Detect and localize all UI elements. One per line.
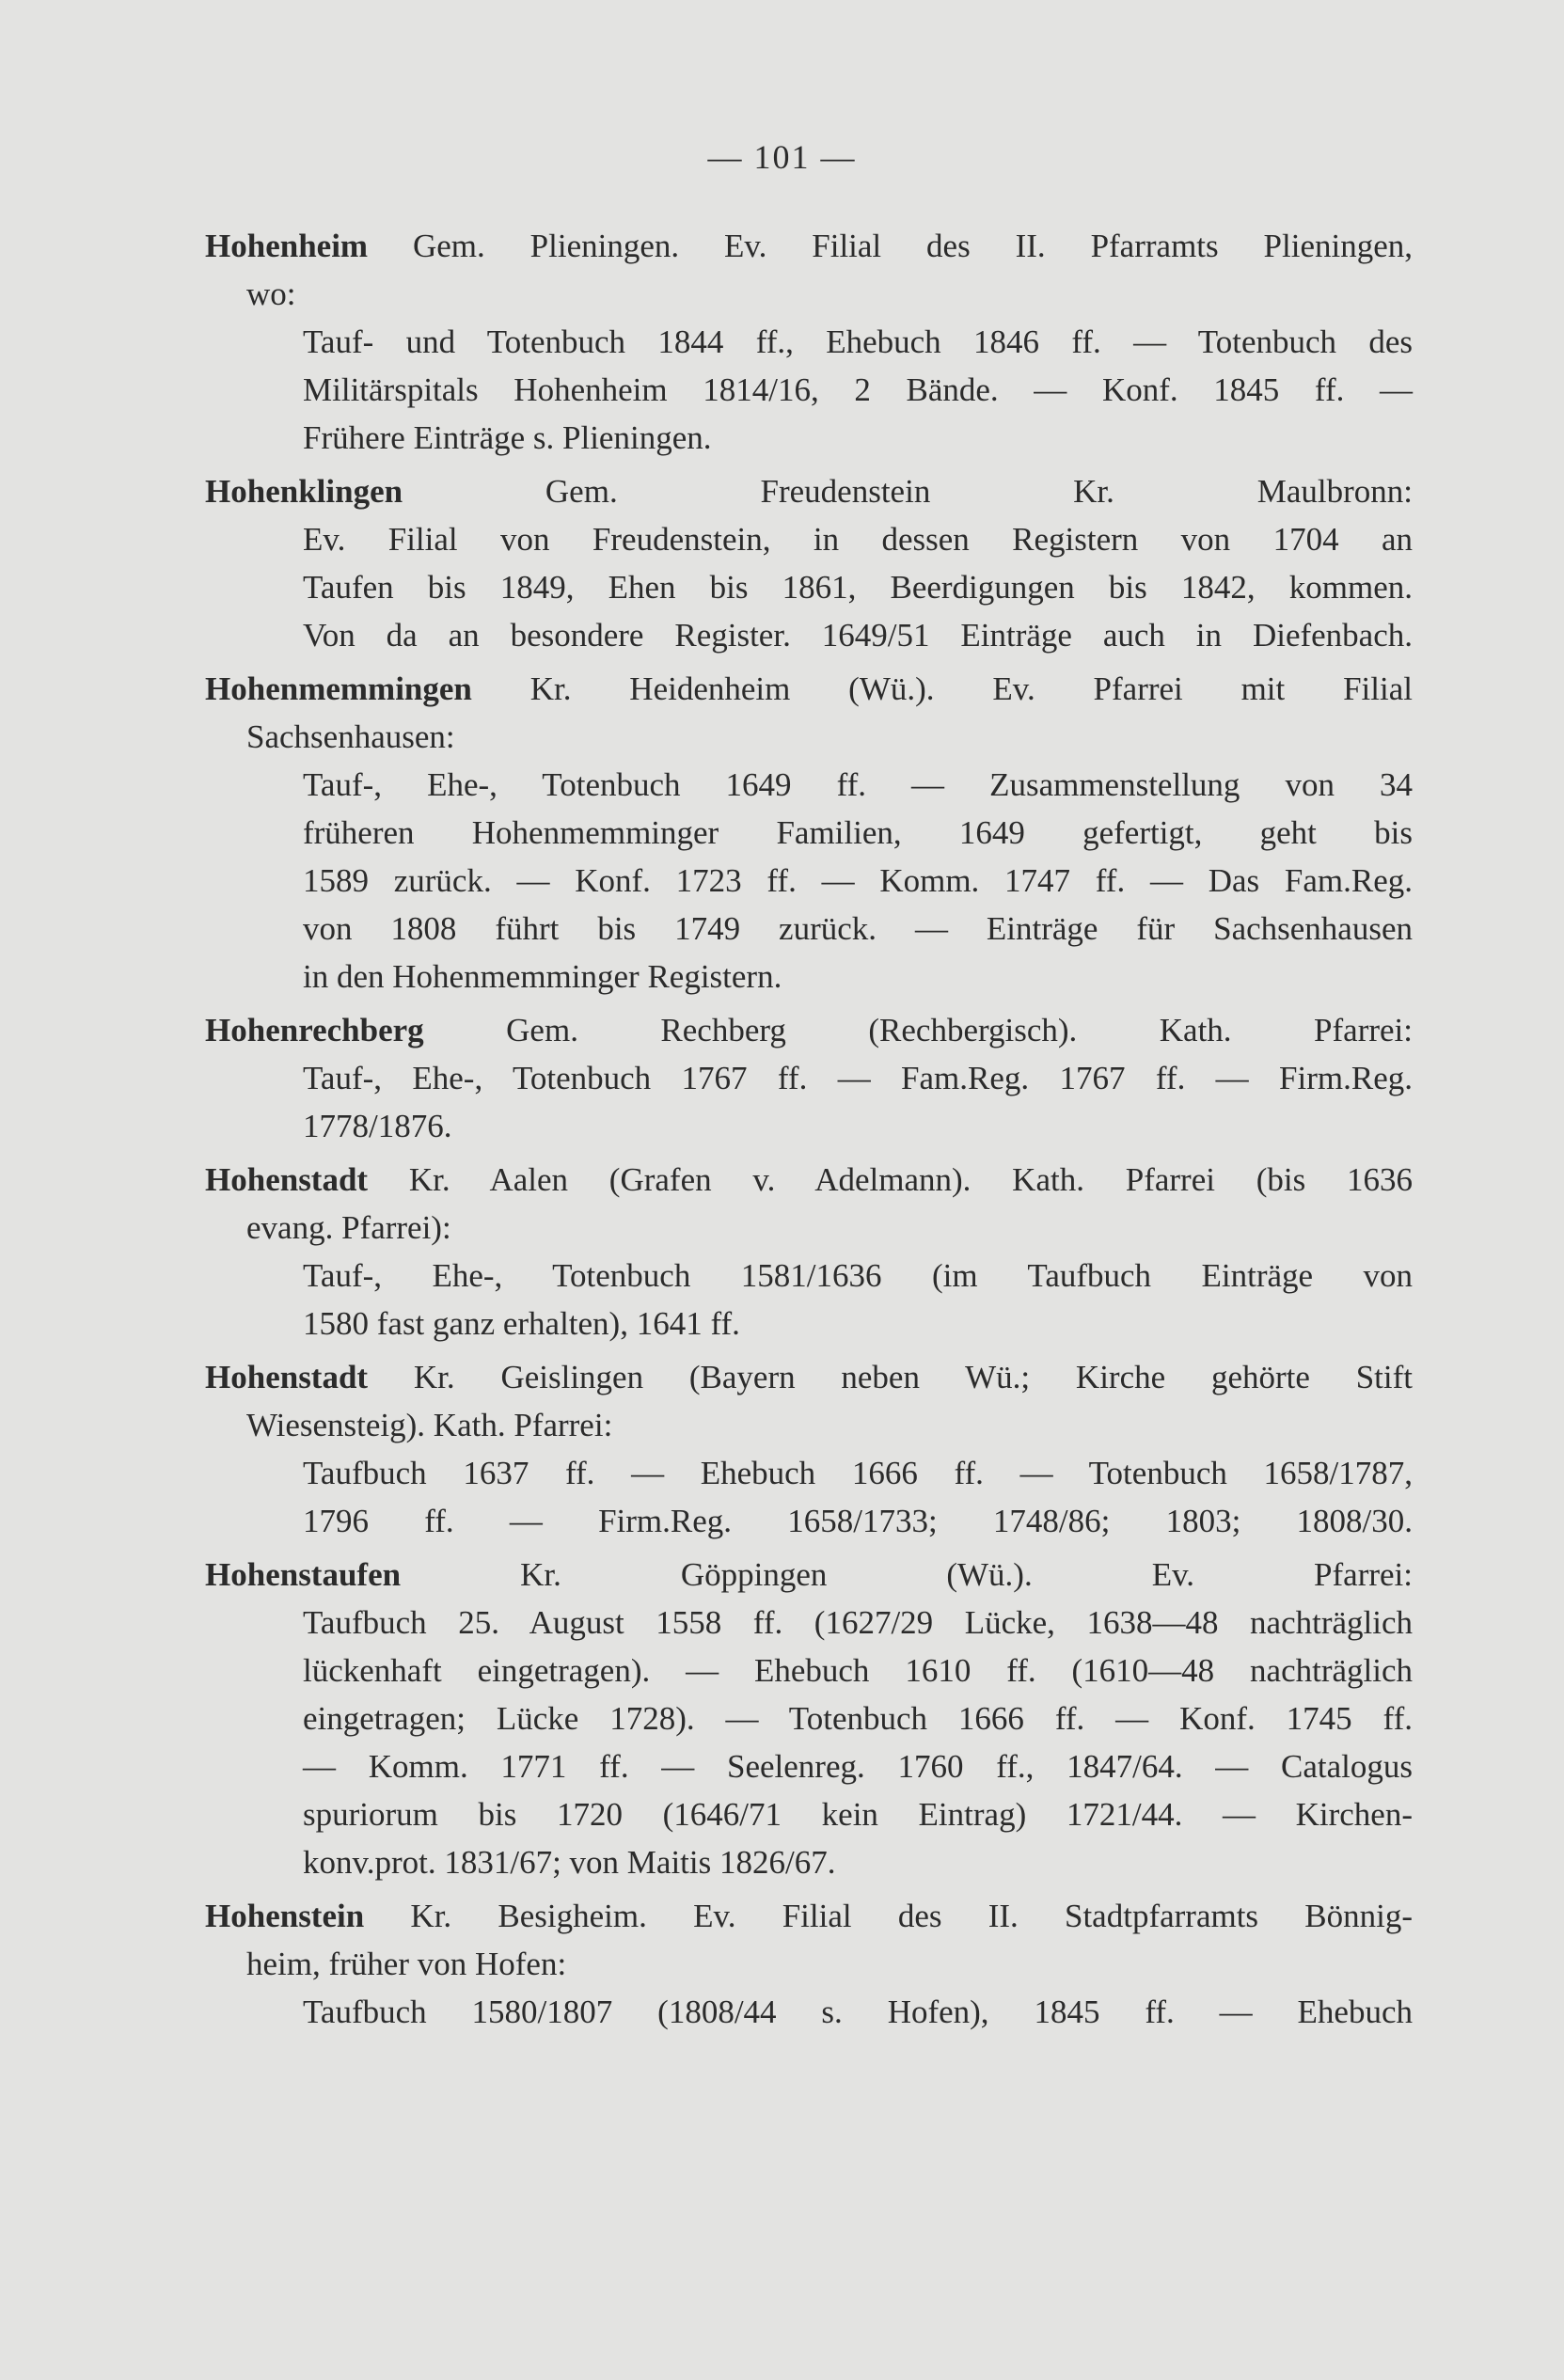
entry-body-line: Taufbuch 1637 ff. — Ehebuch 1666 ff. — Totenbuch 1658/1787, bbox=[303, 1455, 1413, 1491]
entry-body-line: Taufbuch 25. August 1558 ff. (1627/29 Lücke, 1638—48 nachträglich bbox=[303, 1604, 1413, 1641]
entry-body-line: Tauf-, Ehe-, Totenbuch 1581/1636 (im Taufbuch Einträge von bbox=[303, 1257, 1413, 1294]
entry-heading-line: Hohenstein Kr. Besigheim. Ev. Filial des II. Stadtpfarramts Bönnig- bbox=[205, 1898, 1413, 1934]
entry-body-line: — Komm. 1771 ff. — Seelenreg. 1760 ff., 1847/64. — Catalogus bbox=[303, 1748, 1413, 1785]
entry-body-line: von 1808 führt bis 1749 zurück. — Einträge für Sachsenhausen bbox=[303, 910, 1413, 947]
entry-heading-continuation: wo: bbox=[246, 276, 296, 312]
entry-body-line: 1796 ff. — Firm.Reg. 1658/1733; 1748/86; 1803; 1808/30. bbox=[303, 1503, 1413, 1539]
entry-body-line: 1580 fast ganz erhalten), 1641 ff. bbox=[303, 1305, 740, 1342]
entry-body-line: Tauf- und Totenbuch 1844 ff., Ehebuch 1846 ff. — Totenbuch des bbox=[303, 323, 1413, 360]
entry-body-line: Ev. Filial von Freudenstein, in dessen Registern von 1704 an bbox=[303, 521, 1413, 558]
entry-body-line: Tauf-, Ehe-, Totenbuch 1649 ff. — Zusammenstellung von 34 bbox=[303, 766, 1413, 803]
entry-body-line: eingetragen; Lücke 1728). — Totenbuch 1666 ff. — Konf. 1745 ff. bbox=[303, 1700, 1413, 1737]
entry-heading-continuation: Wiesensteig). Kath. Pfarrei: bbox=[246, 1407, 613, 1443]
entry-heading-line: Hohenstaufen Kr. Göppingen (Wü.). Ev. Pfarrei: bbox=[205, 1556, 1413, 1593]
entry-body-line: 1778/1876. bbox=[303, 1108, 452, 1144]
entry-heading: Hohenstein bbox=[205, 1898, 365, 1934]
entry-heading: Hohenstadt bbox=[205, 1161, 369, 1198]
entry-body-line: spuriorum bis 1720 (1646/71 kein Eintrag) 1721/44. — Kirchen- bbox=[303, 1796, 1413, 1833]
entry-heading-line: Hohenmemmingen Kr. Heidenheim (Wü.). Ev. Pfarrei mit Filial bbox=[205, 670, 1413, 707]
entry-heading: Hohenklingen bbox=[205, 473, 403, 510]
entry-body-line: in den Hohenmemminger Registern. bbox=[303, 958, 782, 995]
entry-body-line: Von da an besondere Register. 1649/51 Einträge auch in Diefenbach. bbox=[303, 617, 1413, 654]
entry-body-line: Militärspitals Hohenheim 1814/16, 2 Bände. — Konf. 1845 ff. — bbox=[303, 371, 1413, 408]
entry-heading-continuation: Sachsenhausen: bbox=[246, 718, 455, 755]
entry-body-line: Frühere Einträge s. Plieningen. bbox=[303, 419, 712, 456]
entry-body-line: Taufen bis 1849, Ehen bis 1861, Beerdigungen bis 1842, kommen. bbox=[303, 569, 1413, 606]
entry-heading-line: Hohenstadt Kr. Geislingen (Bayern neben Wü.; Kirche gehörte Stift bbox=[205, 1359, 1413, 1395]
entry-body-line: Tauf-, Ehe-, Totenbuch 1767 ff. — Fam.Reg. 1767 ff. — Firm.Reg. bbox=[303, 1060, 1413, 1096]
entry-heading-line: Hohenheim Gem. Plieningen. Ev. Filial des II. Pfarramts Plieningen, bbox=[205, 228, 1413, 264]
entry-heading: Hohenrechberg bbox=[205, 1012, 424, 1048]
entry-heading: Hohenstadt bbox=[205, 1359, 369, 1395]
entry-body-line: früheren Hohenmemminger Familien, 1649 gefertigt, geht bis bbox=[303, 814, 1413, 851]
entry-heading-continuation: heim, früher von Hofen: bbox=[246, 1946, 567, 1982]
page-number: — 101 — bbox=[707, 138, 857, 176]
entry-heading: Hohenstaufen bbox=[205, 1556, 402, 1593]
entry-heading-line: Hohenklingen Gem. Freudenstein Kr. Maulbronn: bbox=[205, 473, 1413, 510]
entry-heading-line: Hohenstadt Kr. Aalen (Grafen v. Adelmann). Kath. Pfarrei (bis 1636 bbox=[205, 1161, 1413, 1198]
entry-heading: Hohenmemmingen bbox=[205, 670, 472, 707]
entry-body-line: lückenhaft eingetragen). — Ehebuch 1610 ff. (1610—48 nachträglich bbox=[303, 1652, 1413, 1689]
entry-body-line: Taufbuch 1580/1807 (1808/44 s. Hofen), 1845 ff. — Ehebuch bbox=[303, 1994, 1413, 2030]
entry-heading-continuation: evang. Pfarrei): bbox=[246, 1209, 451, 1246]
entry-heading: Hohenheim bbox=[205, 228, 369, 264]
entry-body-line: konv.prot. 1831/67; von Maitis 1826/67. bbox=[303, 1844, 836, 1881]
entry-heading-line: Hohenrechberg Gem. Rechberg (Rechbergisch). Kath. Pfarrei: bbox=[205, 1012, 1413, 1048]
entry-body-line: 1589 zurück. — Konf. 1723 ff. — Komm. 1747 ff. — Das Fam.Reg. bbox=[303, 862, 1413, 899]
